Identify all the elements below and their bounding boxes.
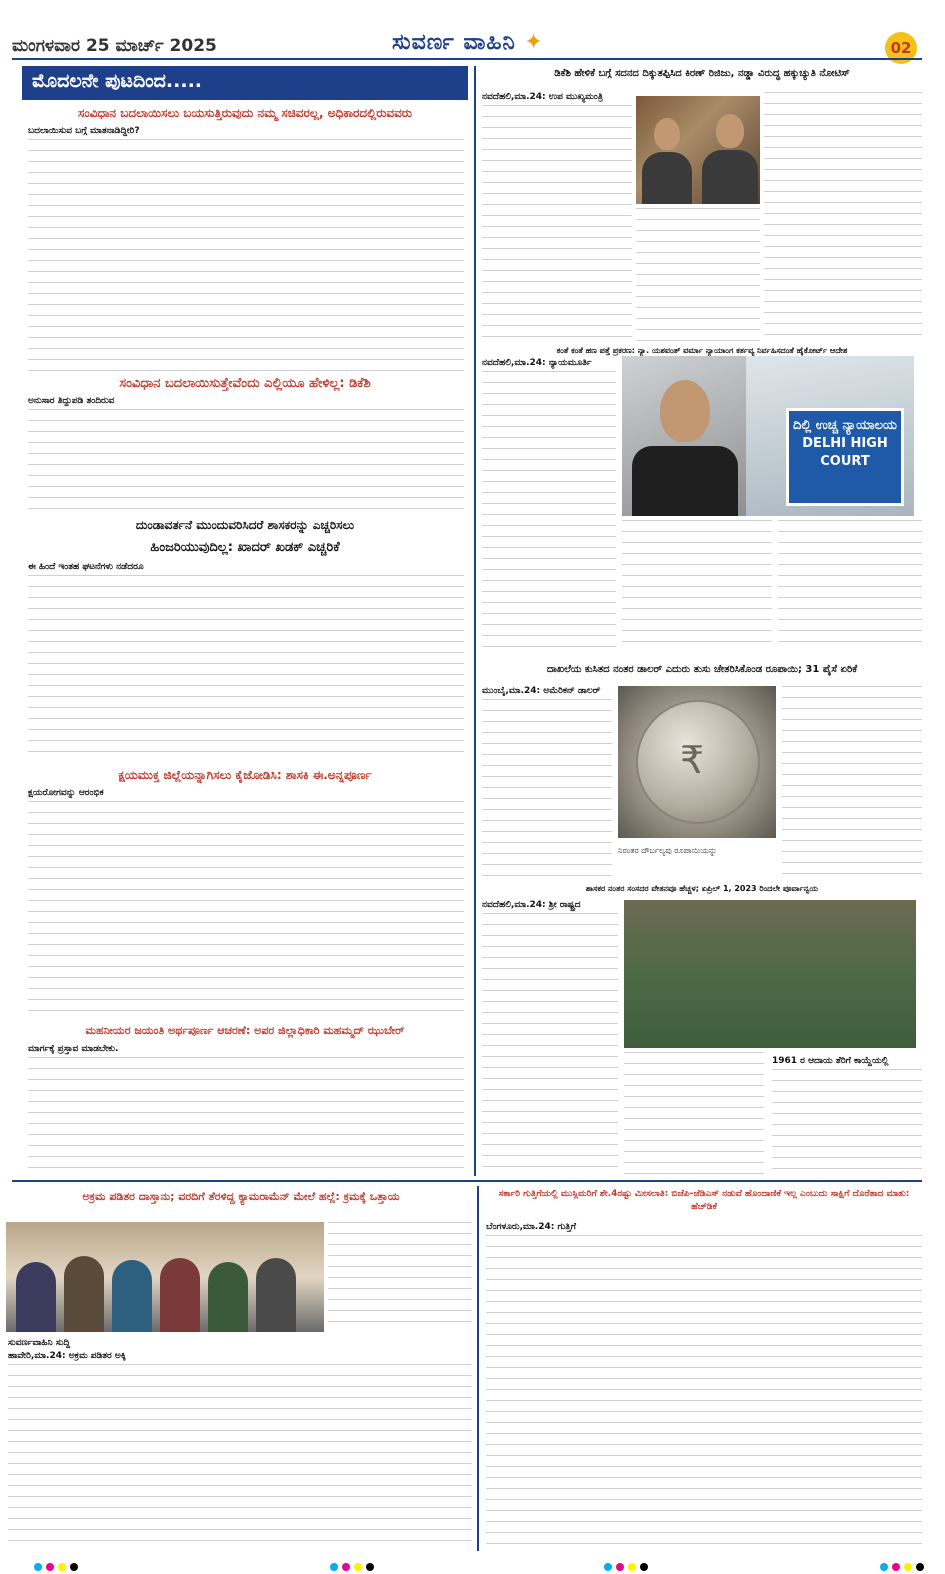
article-lead: ಹಾವೇರಿ,ಮಾ.24: ಅಕ್ರಮ ಪಡಿತರ ಅಕ್ಕಿ bbox=[8, 1351, 126, 1361]
article-body bbox=[486, 1222, 922, 1550]
text-lines bbox=[28, 139, 464, 374]
text-lines bbox=[28, 1057, 464, 1176]
person-body bbox=[256, 1258, 296, 1332]
person-body bbox=[16, 1262, 56, 1332]
registration-dot bbox=[70, 1563, 78, 1571]
article-body bbox=[482, 358, 616, 648]
registration-dot bbox=[616, 1563, 624, 1571]
section-banner: ಮೊದಲನೇ ಪುಟದಿಂದ..... bbox=[22, 66, 468, 100]
article-headline: ಡಿಕೆಶಿ ಹೇಳಿಕೆ ಬಗ್ಗೆ ಸದನದ ದಿಕ್ಕುತಪ್ಪಿಸಿದ ಕಿರಣ್ ರಿಜಿಜು, ನಡ್ಡಾ ವಿರುದ್ಧ ಹಕ್ಕುಚ್ಯುತಿ ನೋಟಿಸ್ bbox=[554, 68, 850, 79]
article-body bbox=[622, 520, 772, 648]
person-body bbox=[208, 1262, 248, 1332]
person-body bbox=[632, 446, 738, 516]
page-number: 02 bbox=[885, 32, 917, 64]
text-lines bbox=[624, 1052, 764, 1176]
article-body bbox=[28, 126, 464, 374]
bottom-vertical-divider bbox=[477, 1186, 479, 1551]
politicians-photo bbox=[636, 96, 760, 204]
parliament-photo bbox=[624, 900, 916, 1048]
print-marks bbox=[880, 1556, 928, 1566]
article-headline: ಸರ್ಕಾರಿ ಗುತ್ತಿಗೆಯಲ್ಲಿ ಮುಸ್ಲಿಮರಿಗೆ ಶೇ.4ರಷ್ಟು ಮೀಸಲಾತಿ: ಬಿಜೆಪಿ-ಜೆಡಿಎಸ್ ನಡುವೆ ಹೊಂದಾಣಿಕೆ ಇಲ್ಲ ಎಂಬುದು ಸಾಕ್ಷಿಗೆ ದೊರೆತಾದ ಮಾತು: ಹೆಚ್‌ಡಿಕೆ bbox=[498, 1189, 910, 1212]
person-body bbox=[112, 1260, 152, 1332]
article-headline: ಕ್ಷಯಮುಕ್ತ ಜಿಲ್ಲೆಯನ್ನಾಗಿಸಲು ಕೈಜೋಡಿಸಿ: ಶಾಸಕಿ ಈ.ಅನ್ನಪೂರ್ಣ bbox=[118, 768, 372, 782]
person-body bbox=[702, 150, 758, 204]
article-headline: ಅಕ್ರಮ ಪಡಿತರ ದಾಸ್ತಾನು; ವರದಿಗೆ ತೆರಳಿದ್ದ ಕ್ಯಾಮರಾಮೆನ್ ಮೇಲೆ ಹಲ್ಲೆ: ಕ್ರಮಕ್ಕೆ ಒತ್ತಾಯ bbox=[82, 1190, 400, 1203]
text-lines bbox=[636, 208, 760, 342]
text-lines bbox=[482, 105, 632, 342]
rupee-coin-photo bbox=[618, 686, 776, 838]
text-lines bbox=[622, 520, 772, 648]
text-lines bbox=[482, 371, 616, 648]
article-body bbox=[782, 686, 922, 878]
article-body bbox=[482, 92, 632, 342]
article-headline: ದುಂಡಾವರ್ತನೆ ಮುಂದುವರಿಸಿದರೆ ಶಾಸಕರನ್ನು ಎಚ್ಚರಿಸಲು bbox=[135, 518, 355, 532]
article-lead: ಮಾರ್ಗಕ್ಕೆ ಪ್ರಸ್ತಾವ ಮಾಡಬೇಕು. bbox=[28, 1044, 119, 1054]
news-credit: ಸುವರ್ಣವಾಹಿನಿ ಸುದ್ದಿ bbox=[8, 1338, 71, 1348]
person-face bbox=[654, 118, 680, 150]
court-signboard: ದಿಲ್ಲಿ ಉಚ್ಚ ನ್ಯಾಯಾಲಯ DELHI HIGH COURT bbox=[786, 408, 904, 506]
logo-text: ಸುವರ್ಣ ವಾಹಿನಿ bbox=[392, 30, 516, 55]
registration-dot bbox=[330, 1563, 338, 1571]
court-photo bbox=[746, 356, 914, 516]
print-marks bbox=[604, 1556, 652, 1566]
article-headline: ಹಿಂಜರಿಯುವುದಿಲ್ಲ: ಖಾದರ್ ಖಡಕ್ ಎಚ್ಚರಿಕೆ bbox=[150, 540, 340, 555]
registration-dot bbox=[604, 1563, 612, 1571]
person-face bbox=[716, 114, 744, 148]
text-lines bbox=[482, 913, 618, 1176]
article-body bbox=[28, 788, 464, 1018]
article-lead: ಕ್ಷಯರೋಗವನ್ನು ಆರಂಭಿಕ bbox=[28, 788, 104, 798]
article-lead: ನವದೆಹಲಿ,ಮಾ.24: ಉಪ ಮುಖ್ಯಮಂತ್ರಿ bbox=[482, 92, 603, 102]
article-body bbox=[624, 1052, 764, 1176]
judge-photo bbox=[622, 356, 746, 516]
article-lead: ಅನುಸಾರ ತಿದ್ದುಪಡಿ ತಂದಿರುವ bbox=[28, 396, 115, 406]
print-marks bbox=[34, 1556, 82, 1566]
text-lines bbox=[28, 409, 464, 512]
article-body bbox=[482, 686, 612, 878]
text-lines bbox=[778, 520, 922, 648]
registration-dot bbox=[342, 1563, 350, 1571]
registration-dot bbox=[34, 1563, 42, 1571]
article-body bbox=[482, 900, 618, 1176]
article-lead: 1961 ರ ಆದಾಯ ತೆರಿಗೆ ಕಾಯ್ದೆಯಲ್ಲಿ bbox=[772, 1056, 889, 1066]
article-lead: ಈ ಹಿಂದೆ ಇಂತಹ ಘಟನೆಗಳು ನಡೆದರೂ bbox=[28, 562, 144, 572]
person-body bbox=[160, 1258, 200, 1332]
article-body bbox=[28, 396, 464, 512]
article-body bbox=[778, 520, 922, 648]
article-headline: ದಾಖಲೆಯ ಕುಸಿತದ ನಂತರ ಡಾಲರ್ ಎದುರು ತುಸು ಚೇತರಿಸಿಕೊಂಡ ರೂಪಾಯಿ; 31 ಪೈಸೆ ಏರಿಕೆ bbox=[546, 664, 858, 675]
registration-dot bbox=[640, 1563, 648, 1571]
text-lines bbox=[482, 699, 612, 878]
registration-dot bbox=[904, 1563, 912, 1571]
text-lines bbox=[8, 1364, 472, 1550]
registration-dot bbox=[366, 1563, 374, 1571]
registration-dot bbox=[916, 1563, 924, 1571]
issue-date: ಮಂಗಳವಾರ 25 ಮಾರ್ಚ್ 2025 bbox=[12, 36, 217, 56]
group-photo bbox=[6, 1222, 324, 1332]
text-lines bbox=[486, 1235, 922, 1550]
article-headline: ಮಹನೀಯರ ಜಯಂತಿ ಅರ್ಥಪೂರ್ಣ ಆಚರಣೆ: ಅಪರ ಜಿಲ್ಲಾಧಿಕಾರಿ ಮಹಮ್ಮದ್ ಝುಬೇರ್ bbox=[85, 1024, 405, 1037]
text-lines bbox=[772, 1069, 922, 1176]
article-body bbox=[772, 1056, 922, 1176]
article-subtitle: ಸಂವಿಧಾನ ಬದಲಾಯಿಸಲು ಬಯಸುತ್ತಿರುವುದು ನಮ್ಮ ಸಚಿವರಲ್ಲ, ಅಧಿಕಾರದಲ್ಲಿರುವವರು bbox=[78, 106, 412, 120]
article-headline: ಶಾಸಕರ ನಂತರ ಸಂಸದರ ವೇತನವೂ ಹೆಚ್ಚಳ; ಏಪ್ರಿಲ್ 1, 2023 ರಿಂದಲೇ ಪೂರ್ವಾನ್ವಯ bbox=[585, 884, 819, 893]
print-marks bbox=[330, 1556, 378, 1566]
photo-caption: ನಿರಂತರ ದೌರ್ಬಲ್ಯವು ರೂಪಾಯಿಯನ್ನು bbox=[618, 846, 776, 856]
registration-dot bbox=[46, 1563, 54, 1571]
text-lines bbox=[28, 801, 464, 1018]
horizontal-divider bbox=[12, 1180, 922, 1182]
bird-icon: ✦ bbox=[515, 30, 544, 55]
text-lines bbox=[328, 1222, 472, 1332]
registration-dot bbox=[628, 1563, 636, 1571]
person-face bbox=[660, 380, 710, 442]
article-headline: ಸಂವಿಧಾನ ಬದಲಾಯಿಸುತ್ತೇವೆಂದು ಎಲ್ಲಿಯೂ ಹೇಳಿಲ್ಲ: ಡಿಕೆಶಿ bbox=[119, 376, 371, 391]
article-headline: ಕಂತೆ ಕಂತೆ ಹಣ ಪತ್ತೆ ಪ್ರಕರಣ: ನ್ಯಾ. ಯಶವಂತ್ ವರ್ಮಾ ನ್ಯಾಯಾಂಗ ಕರ್ತವ್ಯ ನಿರ್ವಹಿಸದಂತೆ ಹೈಕೋರ್ಟ್ ಆದೇಶ bbox=[556, 346, 848, 355]
article-lead: ಬೆಂಗಳೂರು,ಮಾ.24: ಗುತ್ತಿಗೆ bbox=[486, 1222, 576, 1232]
article-lead: ನವದೆಹಲಿ,ಮಾ.24: ಶ್ರೀ ರಾಷ್ಟ್ರದ bbox=[482, 900, 581, 910]
rupee-icon: ₹ bbox=[680, 738, 705, 782]
article-body bbox=[636, 208, 760, 342]
text-lines bbox=[28, 575, 464, 762]
registration-dot bbox=[880, 1563, 888, 1571]
text-lines bbox=[764, 92, 922, 342]
masthead bbox=[0, 0, 945, 62]
article-lead: ಬದಲಾಯಿಸುವ ಬಗ್ಗೆ ಮಾತನಾಡಿದ್ದೀರಿ? bbox=[28, 126, 140, 136]
article-body bbox=[28, 562, 464, 762]
article-body bbox=[328, 1222, 472, 1332]
text-lines bbox=[782, 686, 922, 878]
article-lead: ಮುಂಬೈ,ಮಾ.24: ಅಮೆರಿಕನ್ ಡಾಲರ್ bbox=[482, 686, 601, 696]
newspaper-logo bbox=[392, 30, 544, 55]
article-body bbox=[28, 1044, 464, 1176]
registration-dot bbox=[892, 1563, 900, 1571]
person-body bbox=[642, 152, 692, 204]
person-body bbox=[64, 1256, 104, 1332]
registration-dot bbox=[58, 1563, 66, 1571]
article-lead: ನವದೆಹಲಿ,ಮಾ.24: ನ್ಯಾಯಮೂರ್ತಿ bbox=[482, 358, 592, 368]
article-body bbox=[8, 1338, 472, 1550]
article-body bbox=[764, 92, 922, 342]
vertical-divider bbox=[474, 66, 476, 1176]
masthead-rule bbox=[12, 58, 922, 60]
registration-dot bbox=[354, 1563, 362, 1571]
